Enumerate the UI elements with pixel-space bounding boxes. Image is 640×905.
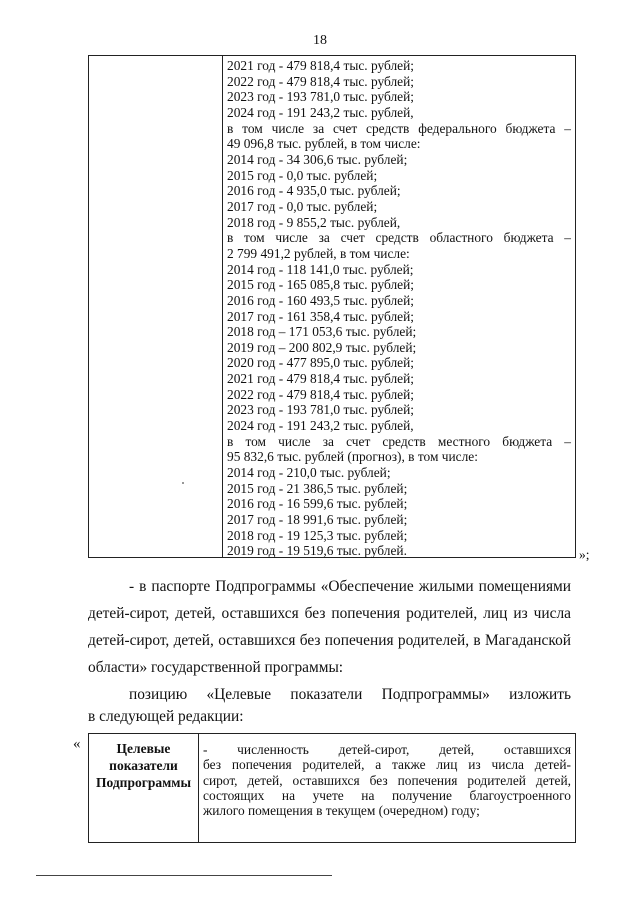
indicators-heading: [91, 740, 196, 791]
budget-line: 2023 год - 193 781,0 тыс. рублей;: [227, 89, 414, 105]
budget-line: 2023 год - 193 781,0 тыс. рублей;: [227, 402, 414, 418]
budget-line: 2014 год - 210,0 тыс. рублей;: [227, 465, 391, 481]
budget-line: 2017 год - 18 991,6 тыс. рублей;: [227, 512, 408, 528]
budget-line: 2 799 491,2 рублей, в том числе:: [227, 245, 410, 261]
indicator-line: без попечения родителей, а также лиц из числа детей-: [203, 757, 571, 773]
budget-line: 2022 год - 479 818,4 тыс. рублей;: [227, 73, 414, 89]
budget-line: 2015 год - 21 386,5 тыс. рублей;: [227, 480, 408, 496]
paragraph-continuation-2: детей-сирот, детей, оставшихся без попечения родителей, в Магаданской: [88, 632, 571, 649]
opening-quote-mark: «: [73, 736, 81, 752]
budget-line: 2022 год - 479 818,4 тыс. рублей;: [227, 386, 414, 402]
budget-lines: [227, 58, 571, 559]
table-column-divider: [222, 56, 223, 557]
indicator-line: жилого помещения в текущем (очередном) году;: [203, 803, 480, 819]
table-column-divider: [198, 734, 199, 842]
budget-line: в том числе за счет средств областного бюджета –: [227, 230, 571, 246]
budget-line: 49 096,8 тыс. рублей, в том числе:: [227, 136, 421, 152]
indicator-line: - численность детей-сирот, детей, оставшихся: [203, 742, 571, 757]
budget-table: [88, 55, 576, 558]
closing-quote-mark: »;: [579, 547, 590, 562]
budget-line: 2015 год - 165 085,8 тыс. рублей;: [227, 277, 414, 293]
budget-line: 2016 год - 16 599,6 тыс. рублей;: [227, 496, 408, 512]
paragraph-position: позицию «Целевые показатели Подпрограммы» изложить: [129, 686, 571, 703]
indicator-line: сирот, детей, оставшихся без попечения родителей детей,: [203, 772, 571, 788]
budget-line: 2021 год - 479 818,4 тыс. рублей;: [227, 58, 414, 73]
paragraph-continuation-3: области» государственной программы:: [88, 659, 344, 676]
budget-line: 2017 год - 161 358,4 тыс. рублей;: [227, 308, 414, 324]
paragraph-edition: в следующей редакции:: [88, 708, 244, 725]
indicators-heading-line: показатели: [109, 758, 178, 773]
indicator-line: состоящих на учете на получение благоустроенного: [203, 787, 571, 803]
budget-line: 2018 год - 9 855,2 тыс. рублей,: [227, 214, 401, 230]
budget-line: 2019 год – 200 802,9 тыс. рублей;: [227, 339, 417, 355]
paragraph-passport: - в паспорте Подпрограммы «Обеспечение жилыми помещениями: [129, 578, 571, 595]
budget-line: в том числе за счет средств федерального бюджета –: [227, 120, 571, 136]
indicators-heading-line: Подпрограммы: [95, 775, 192, 790]
budget-line: 2019 год - 19 519,6 тыс. рублей.: [227, 543, 407, 559]
budget-line: 2016 год - 160 493,5 тыс. рублей;: [227, 292, 414, 308]
budget-line: 2024 год - 191 243,2 тыс. рублей,: [227, 418, 414, 434]
indicators-text: [203, 742, 571, 818]
paragraph-continuation-1: детей-сирот, детей, оставшихся без попечения родителей, лиц из числа: [88, 605, 571, 622]
budget-line: в том числе за счет средств местного бюджета –: [227, 433, 571, 449]
budget-line: 2015 год - 0,0 тыс. рублей;: [227, 167, 378, 183]
budget-line: 2014 год - 118 141,0 тыс. рублей;: [227, 261, 414, 277]
budget-line: 2024 год - 191 243,2 тыс. рублей,: [227, 104, 414, 120]
page-number: 18: [313, 33, 327, 48]
indicators-table: [88, 733, 576, 843]
footer-rule: [36, 875, 332, 876]
budget-line: 2020 год - 477 895,0 тыс. рублей;: [227, 355, 414, 371]
budget-line: 2017 год - 0,0 тыс. рублей;: [227, 198, 378, 214]
budget-line: 95 832,6 тыс. рублей (прогноз), в том числе:: [227, 449, 478, 465]
indicators-heading-line: Целевые: [116, 741, 171, 756]
budget-line: 2018 год - 19 125,3 тыс. рублей;: [227, 527, 408, 543]
budget-line: 2014 год - 34 306,6 тыс. рублей;: [227, 151, 408, 167]
budget-line: 2021 год - 479 818,4 тыс. рублей;: [227, 371, 414, 387]
budget-line: 2018 год – 171 053,6 тыс. рублей;: [227, 324, 417, 340]
budget-line: 2016 год - 4 935,0 тыс. рублей;: [227, 183, 401, 199]
scan-speck: [182, 482, 184, 484]
